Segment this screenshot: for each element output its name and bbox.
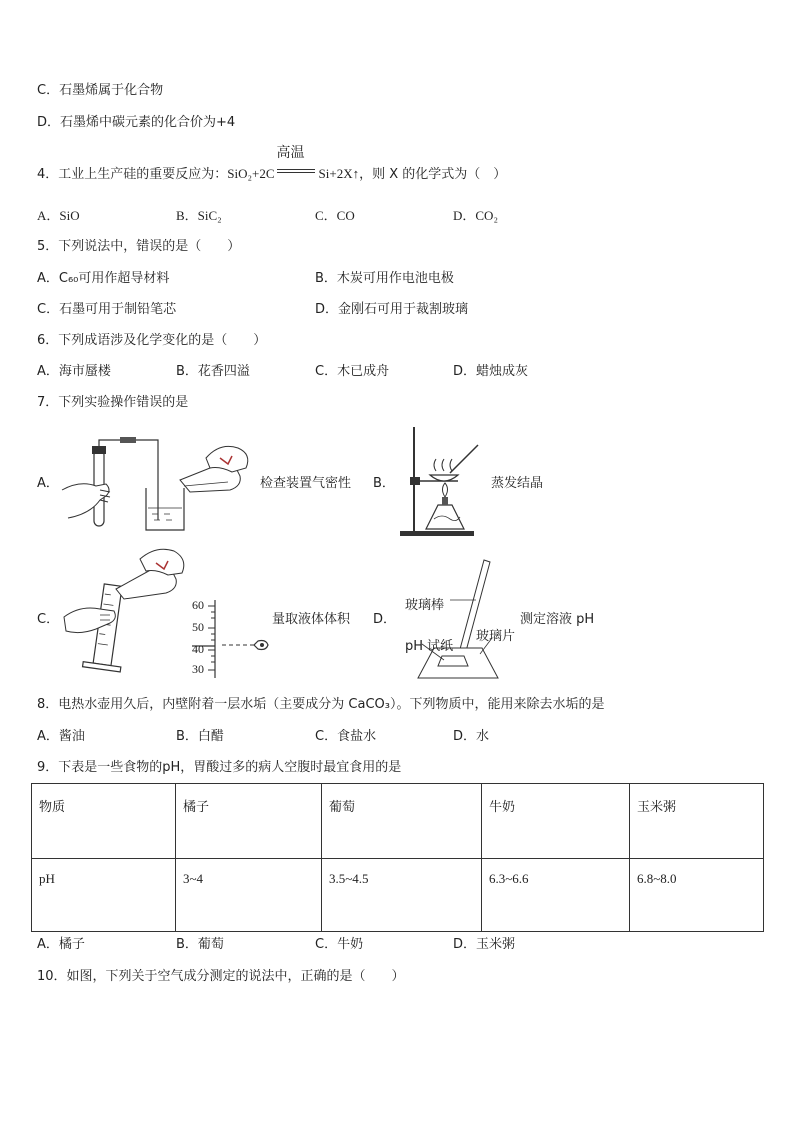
table-header-cell: 葡萄 (322, 784, 482, 859)
q8-option-a: A．酱油 (37, 729, 85, 744)
q4-option-d: D．CO₂ (453, 208, 498, 223)
cylinder-pouring-figure (60, 545, 190, 677)
q4-option-a: A．SiO (37, 208, 80, 223)
q5-option-d: D．金刚石可用于裁割玻璃 (315, 302, 469, 317)
q7-c-letter: C． (37, 612, 60, 627)
ph-table (31, 783, 764, 932)
scale-tick: 50 (192, 620, 204, 634)
glass-plate-label: 玻璃片 (476, 629, 516, 644)
q8-option-d: D．水 (453, 729, 490, 744)
q7-a-letter: A． (37, 476, 59, 491)
q7-b-caption: 蒸发结晶 (491, 476, 544, 491)
q3-option-d: D．石墨烯中碳元素的化合价为+4 (37, 115, 236, 130)
q7-d-caption: 测定溶液 pH (520, 612, 595, 627)
table-row (32, 859, 764, 932)
table-header-cell: 橘子 (176, 784, 322, 859)
table-cell: 6.8~8.0 (630, 859, 764, 932)
airtightness-check-figure (60, 428, 260, 538)
eye-sightline-icon (222, 636, 270, 654)
q4-condition: 高温 (276, 145, 305, 161)
q8-stem: 8．电热水壶用久后，内壁附着一层水垢（主要成分为 CaCO₃）。下列物质中，能用来除去水垢的是 (37, 697, 605, 712)
table-cell: pH (32, 859, 176, 932)
q6-stem: 6．下列成语涉及化学变化的是（ ） (37, 333, 267, 348)
evaporation-figure (398, 425, 490, 540)
q5-option-c: C．石墨可用于制铅笔芯 (37, 302, 177, 317)
table-header-cell: 玉米粥 (630, 784, 764, 859)
q6-option-c: C．木已成舟 (315, 364, 390, 379)
table-cell: 6.3~6.6 (482, 859, 630, 932)
q4-condition-arrow (275, 145, 319, 178)
q7-d-letter: D． (373, 612, 397, 627)
table-header-cell: 物质 (32, 784, 176, 859)
cylinder-scale (192, 598, 222, 678)
scale-tick: 40 (192, 642, 204, 656)
q9-option-b: B．葡萄 (176, 937, 224, 952)
q5-option-a: A．C₆₀可用作超导材料 (37, 271, 170, 286)
q9-option-d: D．玉米粥 (453, 937, 516, 952)
q4-reactants: SiO₂+2C (227, 166, 275, 181)
table-cell: 3.5~4.5 (322, 859, 482, 932)
q4-option-b: B．SiC₂ (176, 208, 222, 223)
q4-prefix: 4．工业上生产硅的重要反应为： (37, 167, 228, 182)
table-cell: 3~4 (176, 859, 322, 932)
q5-option-b: B．木炭可用作电池电极 (315, 271, 454, 286)
q5-stem: 5．下列说法中，错误的是（ ） (37, 239, 241, 254)
q4-option-c: C．CO (315, 208, 355, 223)
scale-tick: 30 (192, 662, 204, 676)
q4-products: Si+2X↑ (318, 166, 360, 181)
q8-option-c: C．食盐水 (315, 729, 377, 744)
ph-test-figure (398, 556, 508, 680)
table-header-cell: 牛奶 (482, 784, 630, 859)
q7-stem: 7．下列实验操作错误的是 (37, 395, 189, 410)
q7-b-letter: B． (373, 476, 395, 491)
q3-option-c: C．石墨烯属于化合物 (37, 83, 164, 98)
q7-a-caption: 检查装置气密性 (260, 476, 352, 491)
q6-option-b: B．花香四溢 (176, 364, 250, 379)
ph-paper-label: pH 试纸 (405, 639, 454, 654)
glass-rod-label: 玻璃棒 (405, 598, 445, 613)
q10-stem: 10．如图，下列关于空气成分测定的说法中，正确的是（ ） (37, 969, 405, 984)
scale-tick: 60 (192, 598, 204, 612)
q9-option-c: C．牛奶 (315, 937, 364, 952)
q6-option-d: D．蜡烛成灰 (453, 364, 529, 379)
table-row (32, 784, 764, 859)
q9-stem: 9．下表是一些食物的pH，胃酸过多的病人空腹时最宜食用的是 (37, 760, 402, 775)
q7-c-caption: 量取液体体积 (272, 612, 351, 627)
q4-stem (37, 145, 507, 184)
q6-option-a: A．海市蜃楼 (37, 364, 111, 379)
q9-option-a: A．橘子 (37, 937, 85, 952)
q8-option-b: B．白醋 (176, 729, 224, 744)
q4-suffix: ，则 X 的化学式为（ ） (359, 167, 507, 182)
